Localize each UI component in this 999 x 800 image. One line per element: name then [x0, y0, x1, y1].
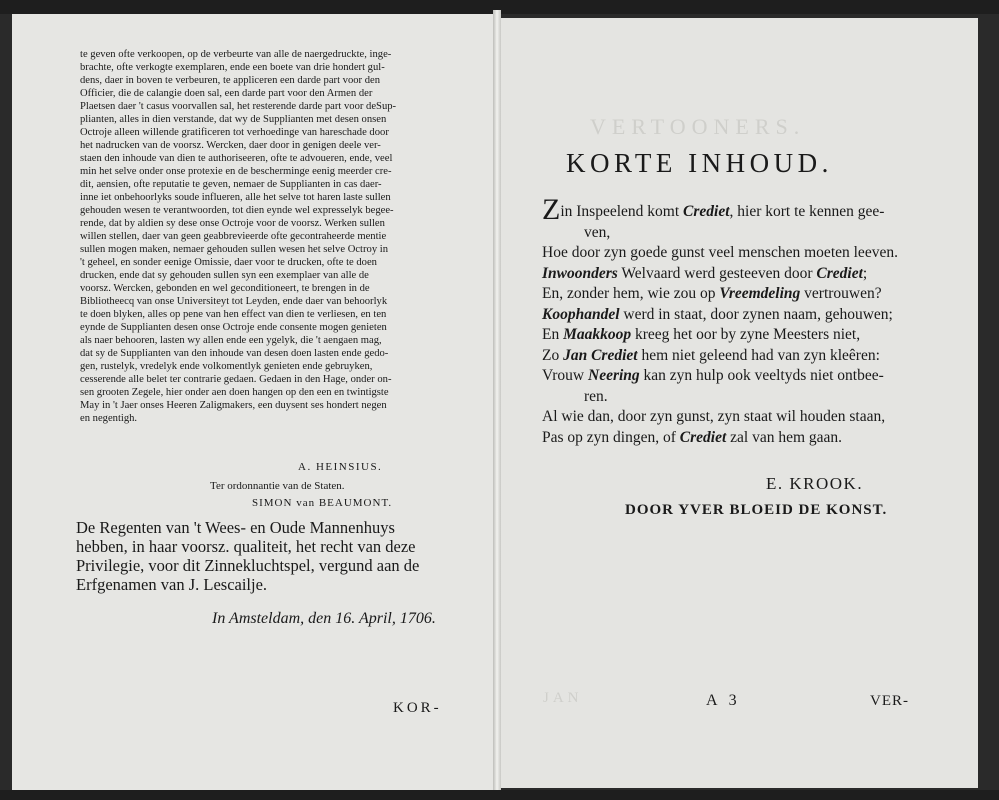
date-line: In Amsteldam, den 16. April, 1706. — [212, 610, 436, 627]
privilege-line: Octroje alleen willende gratificeren tot verhoedinge van hareschade door — [80, 127, 389, 138]
privilege-line: en negentigh. — [80, 413, 138, 424]
poem-text: Hoe door zyn goede gunst veel menschen moeten leeven. — [542, 244, 898, 261]
author-name: E. KROOK. — [766, 474, 864, 493]
poem-emphasis: Koophandel — [542, 305, 620, 323]
motto: DOOR YVER BLOEID DE KONST. — [625, 502, 888, 518]
poem-text: in Inspeelend komt — [560, 203, 684, 220]
privilege-line: rende, dat by aldien sy dese onse Octroje voor de voorsz. Werken sullen — [80, 218, 385, 229]
poem-text: kan zyn hulp ook veeltyds niet ontbee- — [639, 367, 884, 384]
show-through-text: JAN — [543, 690, 583, 706]
poem-text: werd in staat, door zynen naam, gehouwen; — [619, 305, 893, 323]
poem-line — [542, 407, 932, 428]
poem-line — [542, 325, 932, 346]
poem-line — [542, 366, 932, 387]
privilege-line: sullen mogen maken, nemaer gehouden sullen wesen het selve Octroy in — [80, 244, 389, 255]
privilege-line: min het selve onder onse protexie en de bescherminge eenig meerder cre- — [80, 166, 392, 177]
catchword-left: KOR- — [393, 700, 442, 716]
privilege-line: dens, daer in boven te verbeuren, te appliceren een darde part voor den — [80, 75, 381, 86]
poem-block — [542, 193, 932, 448]
privilege-line: Bibliotheecq van onse Universiteyt tot Leyden, ende daer van behoorlyk — [80, 296, 388, 307]
poem-text: En, zonder hem, wie zou op — [542, 285, 720, 302]
privilege-line: 't geheel, en sonder eenige Omissie, daer voor te drucken, ofte te doen — [80, 257, 377, 268]
poem-emphasis: Maakkoop — [563, 326, 632, 343]
privilege-line: staen den inhoude van dien te authoriseeren, ofte te advoueren, ende, veel — [80, 153, 393, 164]
privilege-text-block — [80, 48, 460, 425]
poem-text: vertrouwen? — [800, 285, 882, 302]
privilege-line: sen grooten Zegele, hier onder aen doen hangen op den een en twintigste — [80, 387, 389, 398]
privilege-line: Plaetsen daer 't casus voorvallen sal, het resterende darde part voor deSup- — [80, 101, 397, 112]
poem-line — [542, 284, 932, 305]
privilege-line: willen stellen, daer van geen geabbrevieerde ofte gecontraheerde mentie — [80, 231, 387, 242]
privilege-line: gehouden wesen te verantwoorden, tot dien eynde wel expresselyk begee- — [80, 205, 394, 216]
regents-paragraph — [76, 518, 460, 594]
poem-text: ren. — [584, 387, 608, 405]
poem-text: Pas op zyn dingen, of — [542, 428, 680, 446]
drop-cap: Z — [542, 193, 561, 226]
poem-text: En — [542, 326, 564, 343]
poem-line — [542, 223, 932, 244]
poem-text: kreeg het oor by zyne Meesters niet, — [631, 326, 861, 343]
poem-line — [542, 193, 932, 226]
poem-emphasis: Crediet — [683, 203, 730, 220]
poem-line — [542, 264, 932, 285]
privilege-line: eynde de Supplianten desen onse Octroje ende consente mogen genieten — [80, 322, 387, 333]
poem-emphasis: Vreemdeling — [719, 285, 801, 302]
poem-text: hem niet geleend had van zyn kleêren: — [637, 346, 880, 364]
privilege-line: dit, aensien, ofte reputatie te geven, nemaer de Supplianten in cas daer- — [80, 179, 382, 190]
privilege-line: inne iet onbehoorlyks soude influeren, alle het selve tot haren laste sullen — [80, 192, 391, 203]
signature-beaumont: SIMON van BEAUMONT. — [252, 497, 393, 509]
poem-emphasis: Jan Crediet — [563, 346, 638, 364]
poem-text: Vrouw — [542, 367, 588, 384]
regents-line: hebben, in haar voorsz. qualiteit, het recht van deze — [76, 537, 416, 556]
signature-order-line: Ter ordonnantie van de Staten. — [210, 480, 345, 492]
poem-text: ; — [862, 264, 868, 282]
poem-text: Zo — [542, 346, 564, 364]
regents-line: De Regenten van 't Wees- en Oude Mannenhuys — [76, 518, 395, 537]
poem-emphasis: Neering — [588, 367, 640, 384]
book-gutter — [493, 10, 501, 795]
poem-text: Welvaard werd gesteeven door — [617, 264, 817, 282]
privilege-line: dat sy de Supplianten van den inhoude van desen doen lasten ende gedo- — [80, 348, 389, 359]
poem-line — [542, 346, 932, 367]
signature-heinsius: A. HEINSIUS. — [298, 461, 383, 473]
privilege-line: het nadrucken van de voorsz. Wercken, daer door in genigen deele ver- — [80, 140, 381, 151]
privilege-line: plianten, alles in dien verstande, dat wy de Supplianten met desen onsen — [80, 114, 387, 125]
privilege-line: cesserende alle belet ter contrarie gedaen. Gedaen in den Hage, onder on- — [80, 374, 392, 385]
privilege-line: te geven ofte verkoopen, op de verbeurte van alle de naergedruckte, inge- — [80, 49, 392, 60]
poem-emphasis: Crediet — [679, 428, 727, 446]
catchword-right: VER- — [870, 693, 909, 709]
privilege-line: voorsz. Wercken, gebonden en wel geconditioneert, te brengen in de — [80, 283, 370, 294]
privilege-line: brachte, ofte verkogte exemplaren, ende een boete van drie hondert gul- — [80, 62, 385, 73]
page-title: KORTE INHOUD. — [566, 148, 833, 178]
poem-text: , hier kort te kennen gee- — [729, 203, 885, 220]
privilege-line: gen, rustelyk, vredelyk ende volkomentlyk genieten ende gebruyken, — [80, 361, 373, 372]
poem-line — [542, 243, 932, 264]
regents-line: Erfgenamen van J. Lescailje. — [76, 575, 268, 594]
page-signature: A 3 — [706, 692, 741, 709]
privilege-line: May in 't Jaer onses Heeren Zaligmakers, een duysent ses hondert negen — [80, 400, 387, 411]
poem-text: zal van hem gaan. — [726, 428, 843, 446]
poem-line — [542, 387, 932, 408]
poem-emphasis: Crediet — [816, 264, 863, 282]
poem-text: ven, — [584, 223, 611, 241]
show-through-heading: VERTOONERS. — [590, 114, 806, 139]
privilege-line: Officier, die de calangie doen sal, een darde part voor den Armen der — [80, 88, 373, 99]
privilege-line: drucken, ende dat sy gehouden sullen syn een exemplaer van alle de — [80, 270, 369, 281]
poem-line — [542, 428, 932, 449]
privilege-line: te doen blyken, alles op pene van hen effect van dien te verliesen, en ten — [80, 309, 387, 320]
poem-emphasis: Inwoonders — [542, 264, 618, 282]
poem-line — [542, 305, 932, 326]
poem-text: Al wie dan, door zyn gunst, zyn staat wil houden staan, — [542, 408, 886, 425]
privilege-line: als naer behooren, lasten wy allen ende een ygelyk, die 't aengaen mag, — [80, 335, 382, 346]
regents-line: Privilegie, voor dit Zinnekluchtspel, vergund aan de — [76, 556, 420, 575]
bottom-border — [0, 790, 999, 800]
